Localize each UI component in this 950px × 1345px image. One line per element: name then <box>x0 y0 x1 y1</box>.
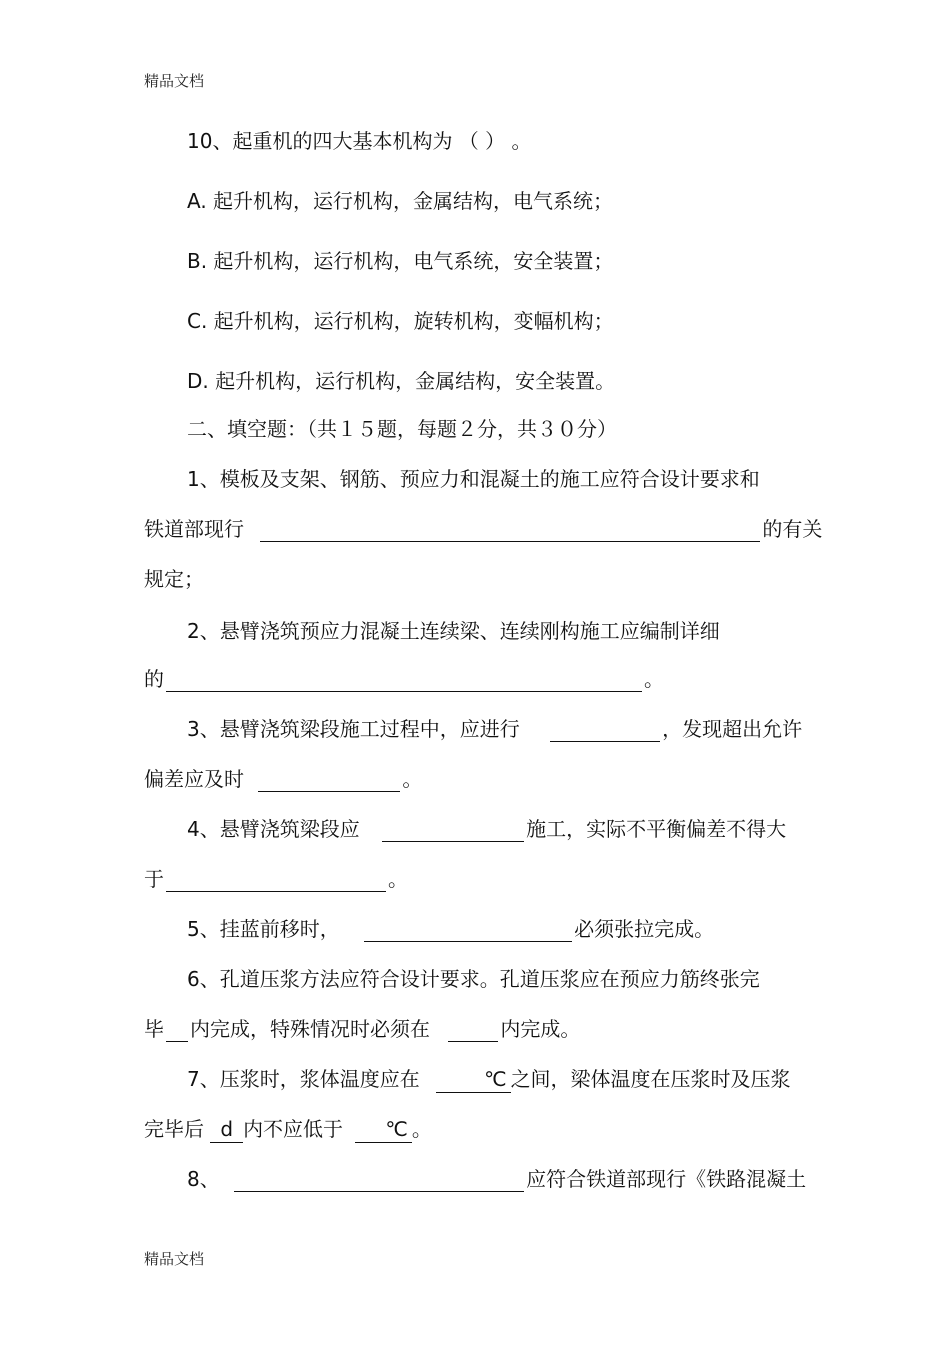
fill3-line1 <box>187 716 802 742</box>
fill6-prefix: 毕 <box>144 1017 164 1041</box>
option-d: D. 起升机构，运行机构，金属结构，安全装置。 <box>187 369 616 393</box>
fill6-blank-2[interactable] <box>448 1019 498 1042</box>
fill4-prefix: 4、悬臂浇筑梁段应 <box>187 817 360 841</box>
fill4-line1 <box>187 816 786 842</box>
fill1-line1: 1、模板及支架、钢筋、预应力和混凝土的施工应符合设计要求和 <box>187 467 760 491</box>
option-c: C. 起升机构，运行机构，旋转机构，变幅机构； <box>187 309 614 333</box>
fill3-blank-1[interactable] <box>550 719 660 742</box>
fill4-blank-2[interactable] <box>166 869 386 892</box>
fill2-line1: 2、悬臂浇筑预应力混凝土连续梁、连续刚构施工应编制详细 <box>187 619 720 643</box>
fill3-prefix: 3、悬臂浇筑梁段施工过程中，应进行 <box>187 717 520 741</box>
fill7-day-unit: d <box>220 1117 234 1141</box>
fill7-line2 <box>144 1116 432 1143</box>
fill6-blank-1[interactable] <box>166 1019 188 1042</box>
page-header: 精品文档 <box>144 72 205 90</box>
fill1-blank[interactable] <box>260 519 760 542</box>
fill2-prefix: 的 <box>144 667 164 691</box>
fill1-prefix: 铁道部现行 <box>144 517 244 541</box>
fill6-line1: 6、孔道压浆方法应符合设计要求。孔道压浆应在预应力筋终张完 <box>187 967 760 991</box>
fill8-blank[interactable] <box>234 1169 524 1192</box>
page-footer: 精品文档 <box>144 1250 205 1268</box>
fill7-blank-min-temp[interactable] <box>355 1116 411 1143</box>
option-a: A. 起升机构，运行机构，金属结构，电气系统； <box>187 189 614 213</box>
fill7-blank-days[interactable] <box>210 1116 243 1143</box>
fill6-line2 <box>144 1016 580 1042</box>
fill1-line3: 规定； <box>144 567 204 591</box>
fill8-prefix: 8、 <box>187 1167 220 1191</box>
fill4-line2 <box>144 866 408 892</box>
fill4-mid: 施工，实际不平衡偏差不得大 <box>526 817 787 841</box>
fill3-mid: ，发现超出允许 <box>662 717 803 741</box>
fill1-suffix: 的有关 <box>762 517 823 541</box>
fill7-prefix: 7、压浆时，浆体温度应在 <box>187 1067 420 1091</box>
fill2-line2 <box>144 666 664 692</box>
fill7-line1 <box>187 1066 791 1093</box>
fill4-prefix-2: 于 <box>144 867 164 891</box>
fill3-blank-2[interactable] <box>258 769 400 792</box>
fill2-suffix: 。 <box>644 667 664 691</box>
fill7-prefix-2: 完毕后 <box>144 1117 204 1141</box>
fill4-blank-1[interactable] <box>382 819 524 842</box>
fill8-suffix: 应符合铁道部现行《铁路混凝土 <box>526 1167 807 1191</box>
fill5-suffix: 必须张拉完成。 <box>574 917 715 941</box>
fill3-prefix-2: 偏差应及时 <box>144 767 244 791</box>
fill5-prefix: 5、挂蓝前移时， <box>187 917 340 941</box>
fill5-line1 <box>187 916 714 942</box>
fill6-mid: 内完成，特殊情况时必须在 <box>190 1017 430 1041</box>
q10-stem: 10、起重机的四大基本机构为 （ ） 。 <box>187 129 532 153</box>
option-b: B. 起升机构，运行机构，电气系统，安全装置； <box>187 249 614 273</box>
fill7-unit-1: ℃ <box>484 1067 507 1091</box>
fill7-mid: 之间，梁体温度在压浆时及压浆 <box>510 1067 791 1091</box>
fill6-suffix: 内完成。 <box>500 1017 581 1041</box>
fill5-blank[interactable] <box>364 919 572 942</box>
fill4-suffix: 。 <box>388 867 408 891</box>
fill7-mid-2: 内不应低于 <box>243 1117 344 1141</box>
fill7-suffix: 。 <box>411 1117 432 1141</box>
fill3-suffix: 。 <box>402 767 423 791</box>
fill7-unit-2: ℃ <box>385 1117 408 1141</box>
fill8-line1 <box>187 1166 806 1192</box>
fill7-blank-temp-range[interactable] <box>436 1066 510 1093</box>
fill1-line2 <box>144 516 822 542</box>
fill2-blank[interactable] <box>166 669 642 692</box>
section-heading: 二、填空题：（共１５题，每题２分，共３０分） <box>187 417 617 441</box>
fill3-line2 <box>144 766 422 792</box>
